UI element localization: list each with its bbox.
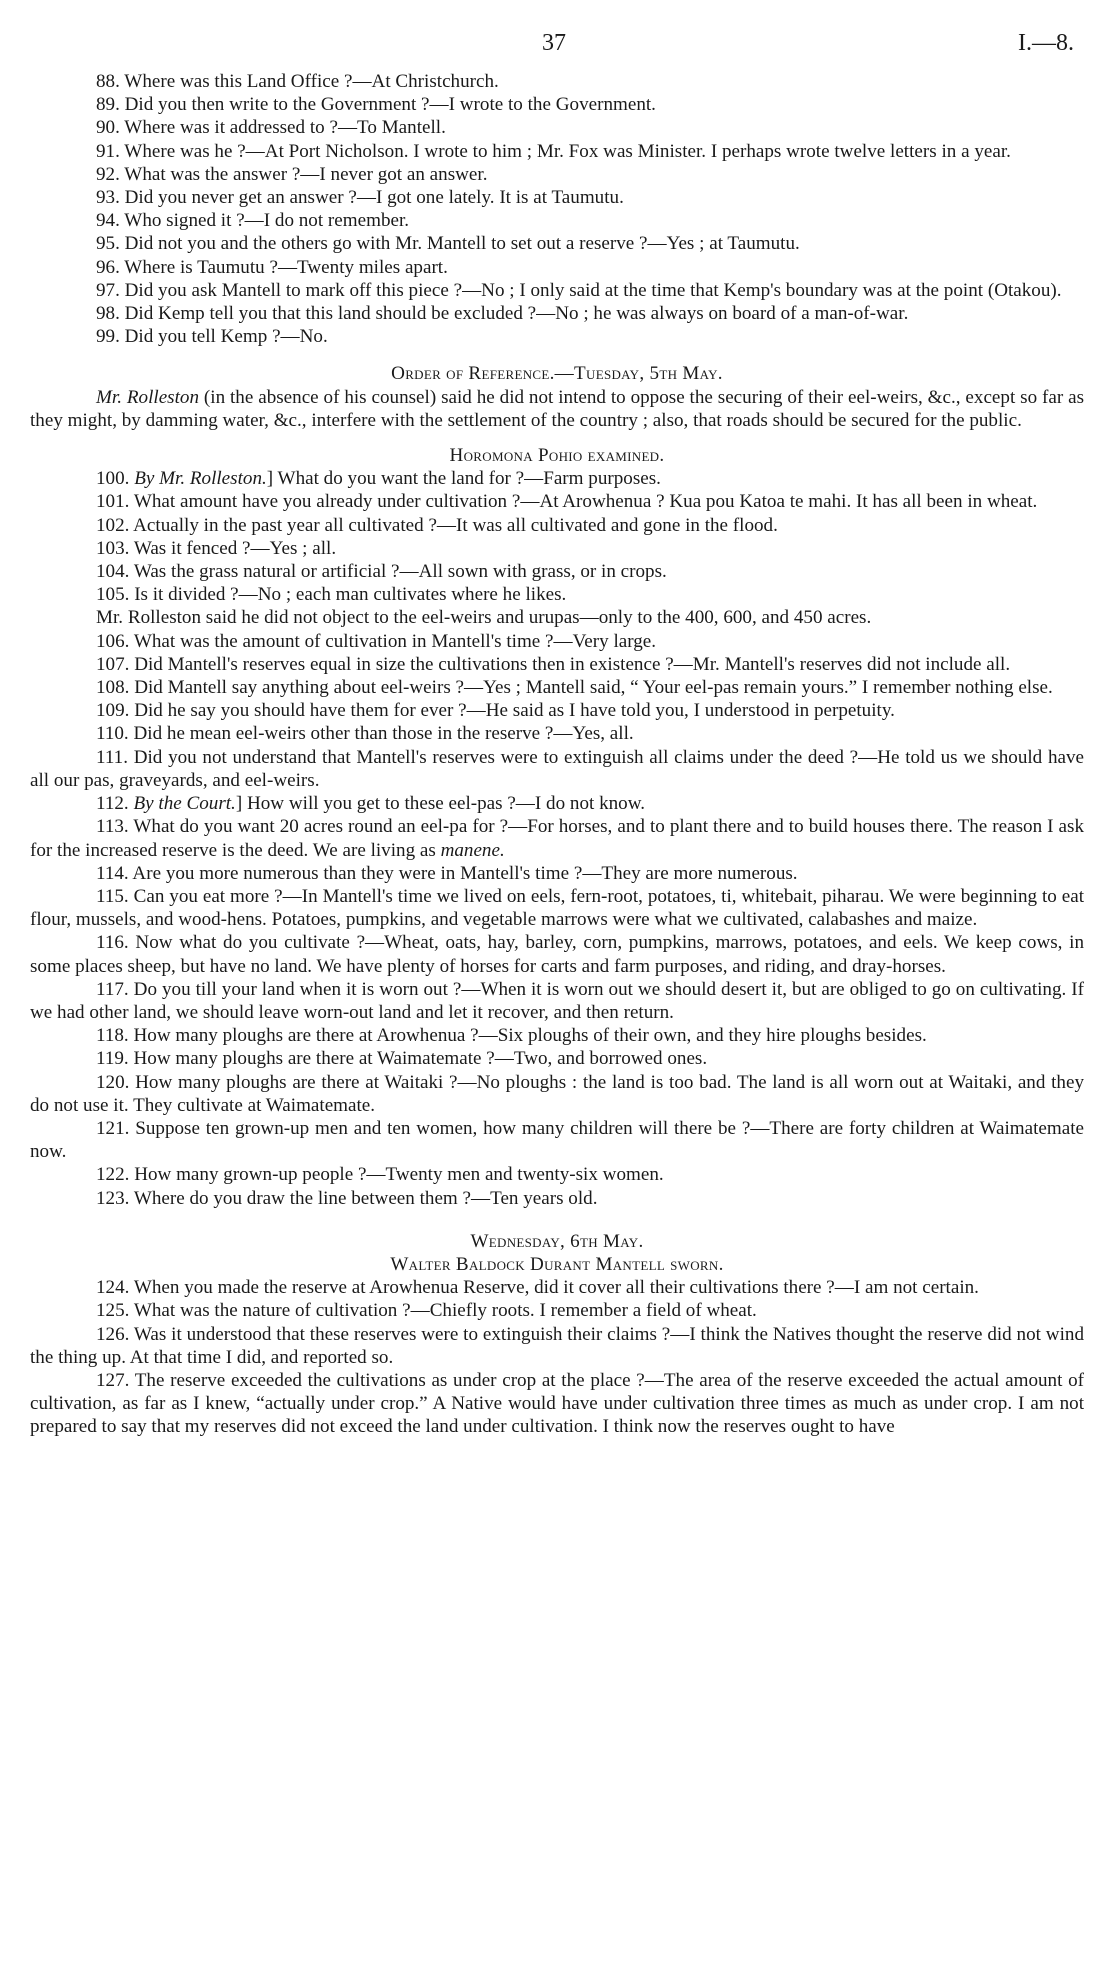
- question-123: 123. Where do you draw the line between them ?—Ten years old.: [96, 1187, 598, 1209]
- rolleston-statement-text: (in the absence of his counsel) said he did not intend to oppose the securing of their eel-weirs, &c., except so far as they might, by damming water, &c., interfere with the settlement of the country ; also, that roads should be secured for the public.: [30, 386, 1084, 431]
- question-116: 116. Now what do you cultivate ?—Wheat, oats, hay, barley, corn, pumpkins, marrows, potatoes, and eels. We keep cows, in some places sheep, but have no land. We have plenty of horses for carts and farm purposes, and riding, and dray-horses.: [30, 932, 1084, 977]
- question-115: 115. Can you eat more ?—In Mantell's time we lived on eels, fern-root, potatoes, ti, whitebait, piharau. We were beginning to eat flour, mussels, and wood-hens. Potatoes, pumpkins, and vegetable marrows were what we cultivated, calabashes and maize.: [30, 885, 1084, 931]
- question-119: 119. How many ploughs are there at Waimatemate ?—Two, and borrowed ones.: [96, 1048, 708, 1070]
- question-127: 127. The reserve exceeded the cultivations as under crop at the place ?—The area of the reserve exceeded the actual amount of cultivation, as far as I knew, “actually under crop.” A Native would have under cultivation three times as much as under crop. I am not prepared to say that my reserves did not exceed the land under cultivation. I think now the reserves ought to have: [30, 1369, 1084, 1438]
- question-117: 117. Do you till your land when it is worn out ?—When it is worn out we should desert it, but are obliged to go on cultivating. If we had other land, we should leave worn-out land and let it recover, and then return.: [30, 978, 1084, 1023]
- question-89: 89. Did you then write to the Government ?—I wrote to the Government.: [96, 94, 656, 116]
- question-109: 109. Did he say you should have them for ever ?—He said as I have told you, I understood in perpetuity.: [96, 700, 895, 722]
- question-114: 114. Are you more numerous than they were in Mantell's time ?—They are more numerous.: [96, 862, 798, 884]
- question-90: 90. Where was it addressed to ?—To Mantell.: [96, 117, 446, 139]
- question-122: 122. How many grown-up people ?—Twenty men and twenty-six women.: [96, 1164, 664, 1186]
- rolleston-name: Mr. Rolleston: [96, 386, 200, 408]
- question-100: [30, 467, 1084, 490]
- question-112: [30, 792, 1084, 815]
- document-page: [30, 26, 1084, 1439]
- question-96: 96. Where is Taumutu ?—Twenty miles apart.: [96, 256, 448, 278]
- question-113-word: manene.: [440, 839, 505, 861]
- question-112-number: 112.: [96, 793, 134, 815]
- question-88: 88. Where was this Land Office ?—At Christchurch.: [96, 71, 499, 92]
- rolleston-statement: [30, 386, 1084, 432]
- question-91: 91. Where was he ?—At Port Nicholson. I wrote to him ; Mr. Fox was Minister. I perhaps wrote twelve letters in a year.: [96, 140, 1011, 162]
- question-92: 92. What was the answer ?—I never got an answer.: [96, 163, 488, 185]
- question-112-examiner: By the Court.: [133, 793, 236, 815]
- question-105: 105. Is it divided ?—No ; each man cultivates where he likes.: [96, 584, 567, 606]
- question-120: 120. How many ploughs are there at Waitaki ?—No ploughs : the land is too bad. The land is all worn out at Waitaki, and they do not use it. They cultivate at Waimatemate.: [30, 1071, 1084, 1116]
- rolleston-note: Mr. Rolleston said he did not object to the eel-weirs and urupas—only to the 400, 600, and 450 acres.: [96, 607, 872, 629]
- heading-mantell-sworn: Walter Baldock Durant Mantell sworn.: [390, 1253, 724, 1275]
- question-112-text: ] How will you get to these eel-pas ?—I do not know.: [235, 793, 646, 815]
- document-reference: I.—8.: [1018, 30, 1074, 56]
- page-number: 37: [542, 30, 566, 56]
- question-98: 98. Did Kemp tell you that this land should be excluded ?—No ; he was always on board of a man-of-war.: [96, 303, 909, 325]
- question-100-text: ] What do you want the land for ?—Farm purposes.: [266, 468, 661, 490]
- page-header: [30, 26, 1084, 70]
- question-103: 103. Was it fenced ?—Yes ; all.: [96, 537, 337, 559]
- question-95: 95. Did not you and the others go with Mr. Mantell to set out a reserve ?—Yes ; at Taumutu.: [96, 233, 800, 255]
- question-124: 124. When you made the reserve at Arowhenua Reserve, did it cover all their cultivations there ?—I am not certain.: [96, 1277, 979, 1299]
- question-125: 125. What was the nature of cultivation ?—Chiefly roots. I remember a field of wheat.: [96, 1300, 757, 1322]
- question-100-number: 100.: [96, 468, 135, 490]
- question-104: 104. Was the grass natural or artificial ?—All sown with grass, or in crops.: [96, 561, 667, 583]
- question-94: 94. Who signed it ?—I do not remember.: [96, 210, 410, 232]
- question-108: 108. Did Mantell say anything about eel-weirs ?—Yes ; Mantell said, “ Your eel-pas remain yours.” I remember nothing else.: [96, 677, 1053, 699]
- question-113-text: 113. What do you want 20 acres round an eel-pa for ?—For horses, and to plant there and to build houses there. The reason I ask for the increased reserve is the deed. We are living as: [30, 816, 1084, 861]
- question-100-examiner: By Mr. Rolleston.: [134, 468, 267, 490]
- question-111: 111. Did you not understand that Mantell's reserves were to extinguish all claims under the deed ?—He told us we should have all our pas, graveyards, and eel-weirs.: [30, 746, 1084, 791]
- question-118: 118. How many ploughs are there at Arowhenua ?—Six ploughs of their own, and they hire ploughs besides.: [96, 1025, 927, 1047]
- heading-wednesday: Wednesday, 6th May.: [470, 1230, 644, 1252]
- question-110: 110. Did he mean eel-weirs other than those in the reserve ?—Yes, all.: [96, 723, 634, 745]
- question-101: 101. What amount have you already under cultivation ?—At Arowhenua ? Kua pou Katoa te mahi. It has all been in wheat.: [96, 491, 1038, 513]
- question-97: 97. Did you ask Mantell to mark off this piece ?—No ; I only said at the time that Kemp's boundary was at the point (Otakou).: [96, 279, 1062, 301]
- question-102: 102. Actually in the past year all cultivated ?—It was all cultivated and gone in the flood.: [96, 514, 778, 536]
- heading-horomona-pohio: Horomona Pohio examined.: [449, 445, 665, 467]
- question-106: 106. What was the amount of cultivation in Mantell's time ?—Very large.: [96, 630, 657, 652]
- question-107: 107. Did Mantell's reserves equal in size the cultivations then in existence ?—Mr. Mantell's reserves did not include all.: [96, 653, 1011, 675]
- question-99: 99. Did you tell Kemp ?—No.: [96, 326, 328, 348]
- question-126: 126. Was it understood that these reserves were to extinguish their claims ?—I think the Natives thought the reserve did not wind the thing up. At that time I did, and reported so.: [30, 1323, 1084, 1368]
- heading-order-of-reference: Order of Reference.—Tuesday, 5th May.: [391, 363, 723, 385]
- question-121: 121. Suppose ten grown-up men and ten women, how many children will there be ?—There are forty children at Waimatemate now.: [30, 1117, 1084, 1163]
- question-93: 93. Did you never get an answer ?—I got one lately. It is at Taumutu.: [96, 187, 624, 209]
- question-113: [30, 815, 1084, 861]
